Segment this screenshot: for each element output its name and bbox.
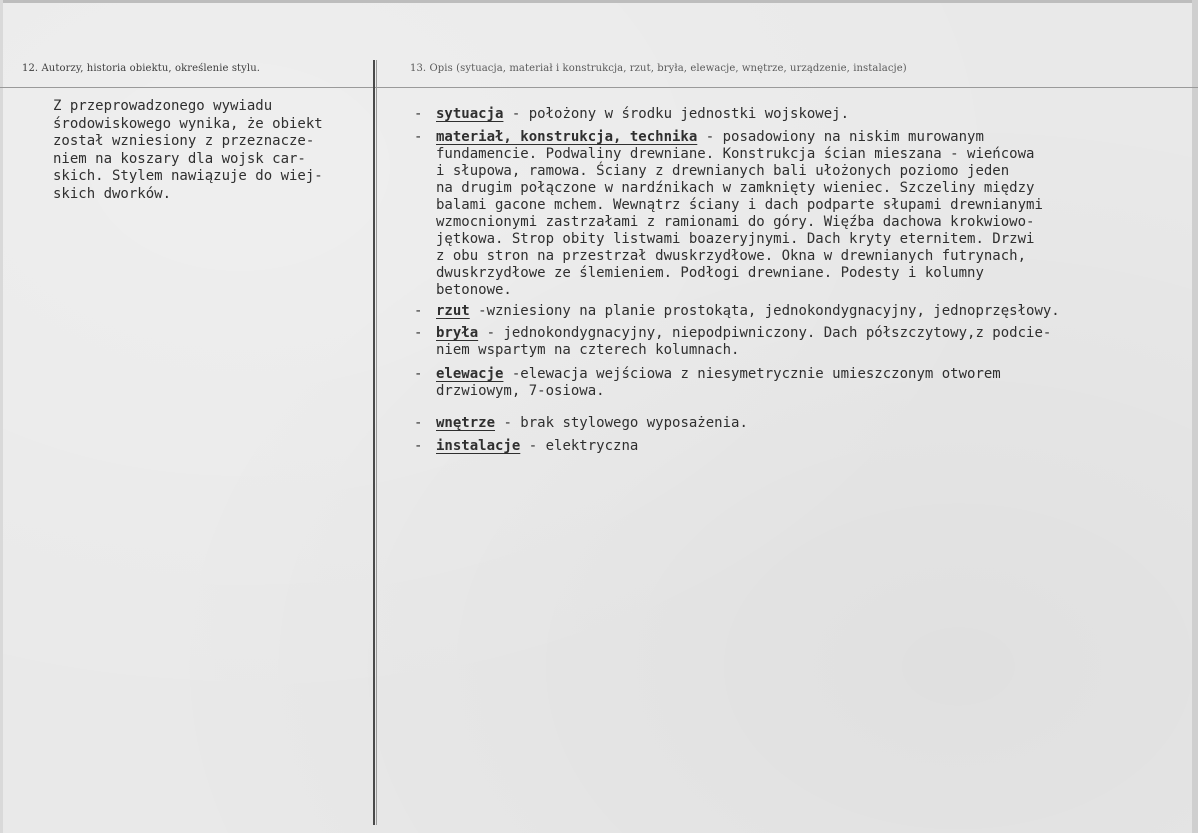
entry-line: betonowe. <box>436 282 512 298</box>
entry-sytuacja <box>414 106 1174 123</box>
sheet-edge-left <box>0 0 3 833</box>
entry-first-line <box>436 129 1174 146</box>
entry-line: wzmocnionymi zastrzałami z ramionami do góry. Więźba dachowa krokwiowo- <box>436 214 1035 230</box>
entry-term: rzut <box>436 303 470 319</box>
authors-history-text <box>53 98 373 203</box>
sheet-edge-top <box>0 0 1198 3</box>
entry-line: fundamencie. Podwaliny drewniane. Konstrukcja ścian mieszana - wieńcowa <box>436 146 1035 162</box>
entry-elewacje <box>414 366 1174 400</box>
sheet-edge-right <box>1192 0 1198 833</box>
bullet-dash: - <box>414 366 423 382</box>
entry-first-line <box>436 303 1174 320</box>
entry-line: dwuskrzydłowe ze ślemieniem. Podłogi drewniane. Podesty i kolumny <box>436 265 984 281</box>
text-line: skich. Stylem nawiązuje do wiej- <box>53 168 323 184</box>
entry-text: -wzniesiony na planie prostokąta, jednokondygnacyjny, jednoprzęsłowy. <box>469 303 1060 319</box>
section-13-header: 13. Opis (sytuacja, materiał i konstrukcja, rzut, bryła, elewacje, wnętrze, urządzenie, instalacje) <box>410 63 907 74</box>
bullet-dash: - <box>414 129 423 145</box>
text-line: Z przeprowadzonego wywiadu <box>53 98 273 114</box>
entry-bryla <box>414 325 1174 359</box>
text-line: niem na koszary dla wojsk car- <box>53 150 306 167</box>
entry-first-line <box>436 438 1174 455</box>
text-line: skich dworków. <box>53 185 172 202</box>
bullet-dash: - <box>414 325 423 341</box>
entry-line: i słupowa, ramowa. Ściany z drewnianych bali ułożonych poziomo jeden <box>436 163 1010 179</box>
entry-term: bryła <box>436 325 479 341</box>
entry-wnetrze <box>414 415 1174 432</box>
entry-text: -elewacja wejściowa z niesymetrycznie umieszczonym otworem <box>503 366 1001 382</box>
text-line: został wzniesiony z przeznacze- <box>53 133 315 149</box>
entry-line: z obu stron na przestrzał dwuskrzydłowe. Okna w drewnianych futrynach, <box>436 248 1027 264</box>
entry-term: wnętrze <box>436 415 496 431</box>
entry-first-line <box>436 106 1174 123</box>
entry-text: - jednokondygnacyjny, niepodpiwniczony. Dach półszczytowy,z podcie- <box>478 325 1052 341</box>
entry-text: - elektryczna <box>520 438 639 454</box>
description-text <box>414 106 1174 455</box>
entry-line: na drugim połączone w nardźnikach w zamknięty wieniec. Szczeliny między <box>436 180 1035 196</box>
entry-term: instalacje <box>436 438 521 454</box>
header-rule <box>0 87 1198 88</box>
column-divider <box>373 60 375 825</box>
entry-line: drzwiowym, 7-osiowa. <box>436 383 605 399</box>
bullet-dash: - <box>414 106 423 122</box>
entry-rzut <box>414 303 1174 320</box>
entry-text: - położony w środku jednostki wojskowej. <box>503 106 850 122</box>
entry-first-line <box>436 366 1174 383</box>
entry-instalacje <box>414 438 1174 455</box>
bullet-dash: - <box>414 415 423 431</box>
entry-line: niem wspartym na czterech kolumnach. <box>436 342 740 358</box>
section-12-header: 12. Autorzy, historia obiektu, określenie stylu. <box>22 63 261 74</box>
bullet-dash: - <box>414 438 423 454</box>
bullet-dash: - <box>414 303 423 319</box>
entry-material-konstrukcja <box>414 129 1174 299</box>
entry-first-line <box>436 415 1174 432</box>
entry-text: - posadowiony na niskim murowanym <box>697 129 984 145</box>
entry-line: jętkowa. Strop obity listwami boazeryjnymi. Dach kryty eternitem. Drzwi <box>436 231 1035 247</box>
text-line: środowiskowego wynika, że obiekt <box>53 115 323 132</box>
entry-text: - brak stylowego wyposażenia. <box>495 415 748 431</box>
entry-line: balami gacone mchem. Wewnątrz ściany i dach podparte słupami drewnianymi <box>436 197 1043 213</box>
entry-term: elewacje <box>436 366 504 382</box>
column-divider-shadow <box>376 60 377 825</box>
entry-first-line <box>436 325 1174 342</box>
entry-term: materiał, konstrukcja, technika <box>436 129 698 145</box>
entry-term: sytuacja <box>436 106 504 122</box>
